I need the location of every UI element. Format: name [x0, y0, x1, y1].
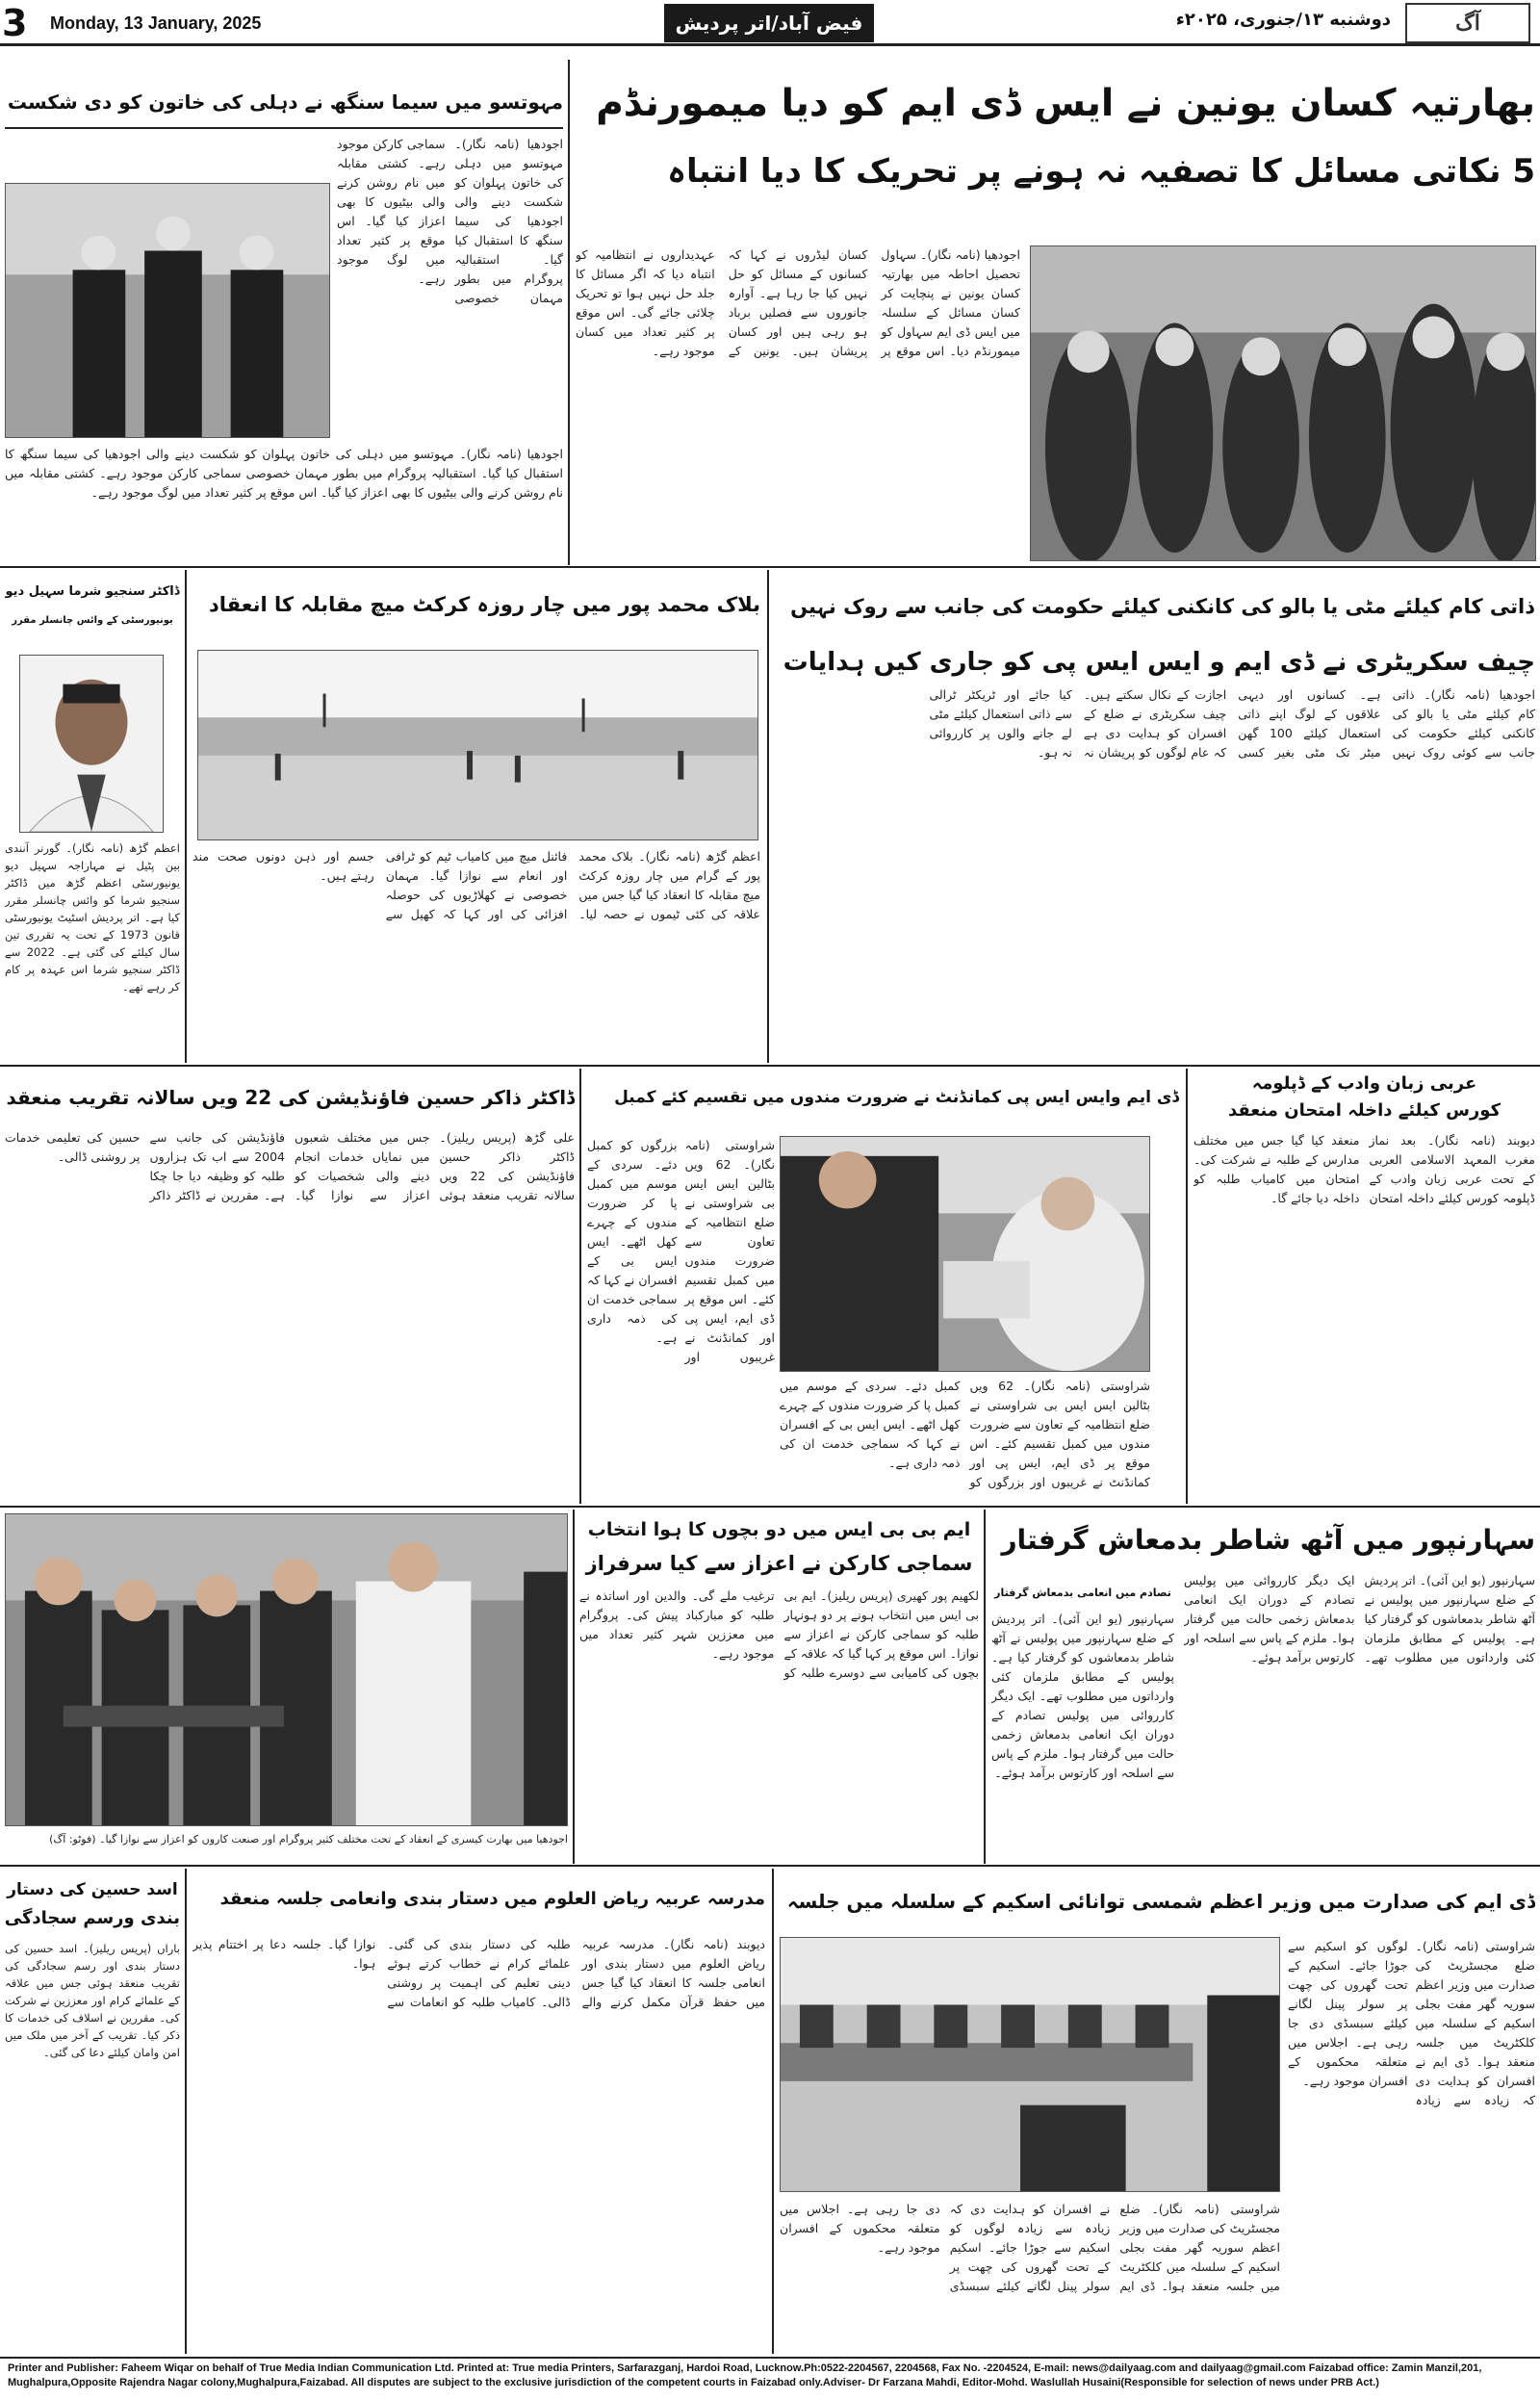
saharanpur-headline: سہارنپور میں آٹھ شاطر بدمعاش گرفتار: [1001, 1524, 1535, 1556]
felicitation-caption: اجودھیا میں بھارت کیسری کے انعقاد کے تحت مختلف کثیر پروگرام اور صنعت کاروں کو اعزاز سے نوازا گیا۔ (فوٹو: آگ): [49, 1833, 568, 1845]
imprint-footer: [0, 2357, 1540, 2400]
khanan-subhead: چیف سکریٹری نے ڈی ایم و ایس ایس پی کو جاری کیں ہدایات: [783, 648, 1535, 677]
blanket-headline: ڈی ایم وایس ایس پی کمانڈنٹ نے ضرورت مندوں میں تقسیم کئے کمبل: [614, 1088, 1179, 1107]
khanan-body: اجودھیا (نامہ نگار)۔ ذاتی کام کیلئے مٹی یا بالو کی کانکنی کیلئے حکومت کی جانب سے کوئی روک نہیں ہے۔ کسانوں اور دیہی علاقوں کے لوگ اپنے ذاتی استعمال کیلئے 100 گھن میٹر تک مٹی بغیر کسی اجازت کے نکال سکتے ہیں۔ چیف سکریٹری نے ضلع کے افسران کو ہدایت دی ہے کہ عام لوگوں کو پریشان نہ کیا جائے اور ٹریکٹر ٹرالی سے ذاتی استعمال کیلئے مٹی لے جانے والوں پر کارروائی نہ ہو۔: [929, 687, 1535, 760]
arabi-headline-2: کورس کیلئے داخلہ امتحان منعقد: [1227, 1100, 1502, 1121]
asad-headline-2: بندی ورسم سجادگی: [5, 1908, 180, 1928]
kisan-body: اجودھیا (نامہ نگار)۔ سہاول تحصیل احاطہ میں بھارتیہ کسان یونین نے پنچایت کر کسان مسائل کے سلسلہ میں ایس ڈی ایم سہاول کو میمورنڈم دیا۔ اس موقع پر کسان لیڈروں نے کہا کہ کسانوں کے مسائل کو حل نہیں کیا جا رہا ہے۔ آوارہ جانوروں سے فصلیں برباد ہو رہی ہیں اور کسان پریشان ہیں۔ یونین کے عہدیداروں نے انتظامیہ کو انتباہ دیا کہ اگر مسائل کا جلد حل نہیں ہوا تو تحریک چلائی جائے گی۔ اس موقع پر کثیر تعداد میں کسان موجود رہے۔: [576, 247, 1020, 358]
kisan-subhead: 5 نکاتی مسائل کا تصفیہ نہ ہونے پر تحریک کا دیا انتباہ: [667, 152, 1535, 191]
saharanpur-body: سہارنپور (یو این آئی)۔ اتر پردیش کے ضلع سہارنپور میں پولیس نے آٹھ شاطر بدمعاشوں کو گرفتار کیا ہے۔ پولیس کے مطابق ملزمان کئی وارداتوں میں مطلوب تھے۔ ایک دیگر کارروائی میں پولیس تصادم کے دوران ایک انعامی بدمعاش زخمی حالت میں گرفتار ہوا۔ ملزم کے پاس سے اسلحہ اور کارتوس برآمد ہوئے۔: [1184, 1573, 1535, 1665]
city-band: فیض آباد/اتر پردیش: [664, 4, 874, 42]
kisan-headline: بھارتیہ کسان یونین نے ایس ڈی ایم کو دیا میمورنڈم: [596, 82, 1535, 125]
blanket-body: شراوستی (نامہ نگار)۔ 62 ویں بٹالین ایس ایس بی شراوستی نے ضلع انتظامیہ کے تعاون سے ضرورت مندوں میں کمبل تقسیم کئے۔ اس موقع پر ڈی ایم، ایس پی اور کمانڈنٹ نے غریبوں اور بزرگوں کو کمبل دئے۔ سردی کے موسم میں کمبل پا کر ضرورت مندوں کے چہرے کھل اٹھے۔ ایس ایس بی کے افسران نے کہا کہ سماجی خدمت ان کی ذمہ داری ہے۔: [587, 1138, 775, 1364]
khanan-headline: ذاتی کام کیلئے مٹی یا بالو کی کانکنی کیلئے حکومت کی جانب سے روک نہیں: [790, 595, 1535, 618]
madrasa-body: دیوبند (نامہ نگار)۔ مدرسہ عربیہ ریاض العلوم میں دستار بندی اور انعامی جلسہ کا انعقاد کیا گیا جس میں حفظ قرآن مکمل کرنے والے طلبہ کی دستار بندی کی گئی۔ علمائے کرام نے خطاب کرتے ہوئے دینی تعلیم کی اہمیت پر روشنی ڈالی۔ کامیاب طلبہ کو انعامات سے نوازا گیا۔ جلسہ دعا پر اختتام پذیر ہوا۔: [192, 1937, 765, 2009]
page-number: 3: [2, 2, 28, 44]
saharanpur-body-cont: سہارنپور (یو این آئی)۔ اتر پردیش کے ضلع سہارنپور میں پولیس نے آٹھ شاطر بدمعاشوں کو گرفتار کیا ہے۔ پولیس کے مطابق ملزمان کئی وارداتوں میں مطلوب تھے۔ ایک دیگر کارروائی میں پولیس تصادم کے دوران ایک انعامی بدمعاش زخمی حالت میں گرفتار ہوا۔ ملزم کے پاس سے اسلحہ اور کارتوس برآمد ہوئے۔: [991, 1612, 1174, 1780]
vc-headline-2: یونیورسٹی کے وائس چانسلر مقرر: [12, 615, 173, 626]
mbbs-subhead: سماجی کارکن نے اعزاز سے کیا سرفراز: [585, 1552, 973, 1575]
arabi-body: دیوبند (نامہ نگار)۔ بعد نماز مغرب المعہد الاسلامی العربی کے تحت عربی زبان وادب کے ڈپلومہ کورس کیلئے داخلہ امتحان منعقد کیا گیا جس میں مختلف مدارس کے طلبہ نے شرکت کی۔ امتحان میں کامیاب طلبہ کو داخلہ دیا جائے گا۔: [1194, 1133, 1535, 1205]
vc-body: اعظم گڑھ (نامہ نگار)۔ گورنر آنندی بین پٹیل نے مہاراجہ سہیل دیو یونیورسٹی اعظم گڑھ میں ڈاکٹر سنجیو شرما کو وائس چانسلر مقرر کیا ہے۔ اتر پردیش اسٹیٹ یونیورسٹی قانون 1973 کے تحت یہ تقرری تین سال کیلئے کی گئی ہے۔ 2022 سے ڈاکٹر سنجیو شرما اس عہدہ پر کام کر رہے تھے۔: [5, 841, 180, 994]
wrestling-body-cont: اجودھیا (نامہ نگار)۔ مہوتسو میں دہلی کی خاتون پہلوان کو شکست دینے والی اجودھیا کی سیما سنگھ کا استقبال کیا گیا۔ استقبالیہ پروگرام میں بطور مہمان خصوصی سماجی کارکن موجود رہے۔ کشتی مقابلہ میں نام روشن کرنے والی بیٹیوں کا بھی اعزاز کیا گیا۔ اس موقع پر کثیر تعداد میں لوگ موجود رہے۔: [5, 447, 563, 500]
felicitation-photo: [5, 1513, 568, 1826]
solar-body: شراوستی (نامہ نگار)۔ ضلع مجسٹریٹ کی صدارت میں وزیر اعظم سوریہ گھر مفت بجلی اسکیم کے سلسلہ میں کلکٹریٹ میں جلسہ منعقد ہوا۔ ڈی ایم نے افسران کو ہدایت دی کہ زیادہ سے زیادہ لوگوں کو اسکیم سے جوڑا جائے۔ اسکیم کے تحت گھروں کی چھت پر سولر پینل لگانے کیلئے سبسڈی دی جا رہی ہے۔ اجلاس میں متعلقہ محکموں کے افسران موجود رہے۔: [1288, 1939, 1535, 2107]
date-urdu: دوشنبه ۱۳/جنوری، ۲۰۲۵ء: [1175, 10, 1391, 30]
asad-body: باراں (پریس ریلیز)۔ اسد حسین کی دستار بندی اور رسم سجادگی کی تقریب منعقد ہوئی جس میں علاقہ کے علمائے کرام اور معززین نے شرکت کی۔ مقررین نے اسلاف کی خدمات کا ذکر کیا۔ تقریب کے آخر میں ملک میں امن وامان کیلئے دعا کی گئی۔: [5, 1942, 180, 2059]
cricket-headline: بلاک محمد پور میں چار روزہ کرکٹ میچ مقابلہ کا انعقاد: [208, 593, 760, 616]
wrestling-photo: [5, 183, 330, 438]
kisan-photo: [1030, 245, 1536, 561]
madrasa-headline: مدرسہ عربیہ ریاض العلوم میں دستار بندی وانعامی جلسہ منعقد: [219, 1889, 765, 1909]
asad-headline-1: اسد حسین کی دستار: [7, 1880, 178, 1899]
solar-meeting-photo: [780, 1937, 1280, 2192]
mbbs-body: لکھیم پور کھیری (پریس ریلیز)۔ ایم بی بی ایس میں انتخاب ہونے پر دو ہونہار طلبہ کو سماجی کارکن نے اعزاز سے نوازا۔ اس موقع پر کہا گیا کہ علاقہ کے بچوں کی کامیابی سے دوسرے طلبہ کو ترغیب ملے گی۔ والدین اور اساتذہ نے طلبہ کو مبارکباد پیش کی۔ پروگرام میں معززین شہر کثیر تعداد میں موجود رہے۔: [579, 1588, 979, 1680]
zakir-headline: ڈاکٹر ذاکر حسین فاؤنڈیشن کی 22 ویں سالانہ تقریب منعقد: [6, 1086, 575, 1109]
mbbs-headline: ایم بی بی ایس میں دو بچوں کا ہوا انتخاب: [587, 1519, 971, 1540]
blanket-side: [1155, 1136, 1184, 1502]
wrestling-headline: مہوتسو میں سیما سنگھ نے دہلی کی خاتون کو دی شکست: [7, 90, 563, 114]
cricket-body: اعظم گڑھ (نامہ نگار)۔ بلاک محمد پور کے گرام میں چار روزہ کرکٹ میچ مقابلہ کا انعقاد کیا گیا جس میں علاقہ کی کئی ٹیموں نے حصہ لیا۔ فائنل میچ میں کامیاب ٹیم کو ٹرافی اور انعام سے نوازا گیا۔ مہمان خصوصی نے کھلاڑیوں کی حوصلہ افزائی کی اور کہا کہ کھیل سے جسم اور ذہن دونوں صحت مند رہتے ہیں۔: [192, 849, 760, 921]
imprint-line-1: Printer and Publisher: Faheem Wiqar on behalf of True Media Indian Communication Ltd. Printed at: True media Printers, Sarfarazganj, Hardoi Road, Lucknow.Ph:0522-2204567, 2204568, Fax No. -2204524, E-mail: news@dailyaag.com and dailyaag@gmail.com Faizabad office: Zamin Manzil,201,: [8, 2362, 1482, 2374]
zakir-body: علی گڑھ (پریس ریلیز)۔ ڈاکٹر ذاکر حسین فاؤنڈیشن کی 22 ویں سالانہ تقریب منعقد ہوئی جس میں مختلف شعبوں میں نمایاں خدمات انجام دینے والی شخصیات کو اعزاز سے نوازا گیا۔ فاؤنڈیشن کی جانب سے 2004 سے اب تک ہزاروں طلبہ کو وظیفہ دیا جا چکا ہے۔ مقررین نے ڈاکٹر ذاکر حسین کی تعلیمی خدمات پر روشنی ڈالی۔: [5, 1130, 575, 1202]
solar-headline: ڈی ایم کی صدارت میں وزیر اعظم شمسی توانائی اسکیم کے سلسلہ میں جلسہ: [786, 1890, 1535, 1913]
date-english: Monday, 13 January, 2025: [50, 13, 262, 33]
imprint-line-2: Mughalpura,Opposite Rajendra Nagar colony,Mughalpura,Faizabad. All disputes are subject to the exclusive jurisdiction of the competent courts in Faizabad only.Adviser- Dr Farzana Mahdi, Editor-Mohd. Waslullah Husaini(Responsible for selection of news under PRB Act.): [8, 2377, 1379, 2388]
vc-portrait: [19, 655, 164, 833]
vc-headline-1: ڈاکٹر سنجیو شرما سہیل دیو: [5, 584, 180, 599]
solar-body-cont: شراوستی (نامہ نگار)۔ ضلع مجسٹریٹ کی صدارت میں وزیر اعظم سوریہ گھر مفت بجلی اسکیم کے سلسلہ میں کلکٹریٹ میں جلسہ منعقد ہوا۔ ڈی ایم نے افسران کو ہدایت دی کہ زیادہ سے زیادہ لوگوں کو اسکیم سے جوڑا جائے۔ اسکیم کے تحت گھروں کی چھت پر سولر پینل لگانے کیلئے سبسڈی دی جا رہی ہے۔ اجلاس میں متعلقہ محکموں کے افسران موجود رہے۔: [780, 2202, 1280, 2293]
blanket-body-cont: شراوستی (نامہ نگار)۔ 62 ویں بٹالین ایس ایس بی شراوستی نے ضلع انتظامیہ کے تعاون سے ضرورت مندوں میں کمبل تقسیم کئے۔ اس موقع پر ڈی ایم، ایس پی اور کمانڈنٹ نے غریبوں اور بزرگوں کو کمبل دئے۔ سردی کے موسم میں کمبل پا کر ضرورت مندوں کے چہرے کھل اٹھے۔ ایس ایس بی کے افسران نے کہا کہ سماجی خدمت ان کی ذمہ داری ہے۔: [780, 1379, 1150, 1489]
saharanpur-subhead: تصادم میں انعامی بدمعاش گرفتار: [994, 1587, 1171, 1599]
cricket-photo: [197, 650, 758, 840]
blanket-photo: [780, 1136, 1150, 1372]
newspaper-logo: آگ: [1405, 3, 1530, 43]
arabi-headline-1: عربی زبان وادب کے ڈپلومہ: [1251, 1073, 1477, 1094]
wrestling-body: اجودھیا (نامہ نگار)۔ مہوتسو میں دہلی کی خاتون پہلوان کو شکست دینے والی اجودھیا کی سیما سنگھ کا استقبال کیا گیا۔ استقبالیہ پروگرام میں بطور مہمان خصوصی سماجی کارکن موجود رہے۔ کشتی مقابلہ میں نام روشن کرنے والی بیٹیوں کا بھی اعزاز کیا گیا۔ اس موقع پر کثیر تعداد میں لوگ موجود رہے۔: [337, 137, 563, 305]
